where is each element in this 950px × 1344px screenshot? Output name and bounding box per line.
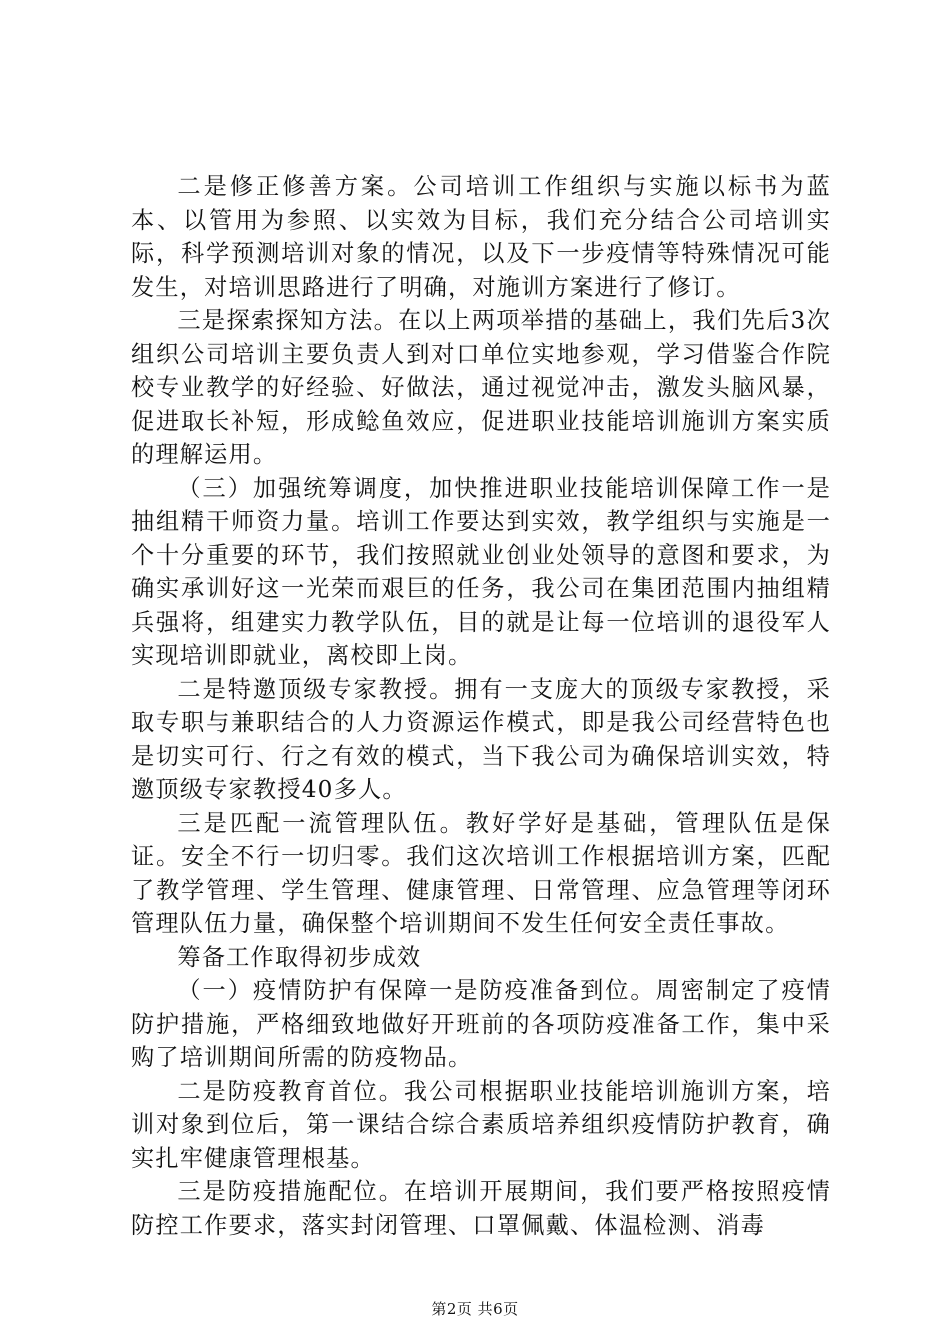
page-footer: 第2页 共6页 [431,1300,519,1318]
paragraph-7: 二是防疫教育首位。我公司根据职业技能培训施训方案，培训对象到位后，第一课结合综合素质培养组织疫情防护教育，确实扎牢健康管理根基。 [131,1077,831,1172]
paragraph-6: （一）疫情防护有保障一是防疫准备到位。周密制定了疫情防护措施，严格细致地做好开班前的各项防疫准备工作，集中采购了培训期间所需的防疫物品。 [131,977,831,1071]
paragraph-1: 二是修正修善方案。公司培训工作组织与实施以标书为蓝本、以管用为参照、以实效为目标，我们充分结合公司培训实际，科学预测培训对象的情况，以及下一步疫情等特殊情况可能发生，对培训思路进行了明确，对施训方案进行了修订。 [131,173,831,301]
paragraph-2: 三是探索探知方法。在以上两项举措的基础上，我们先后3次组织公司培训主要负责人到对口单位实地参观，学习借鉴合作院校专业教学的好经验、好做法，通过视觉冲击，激发头脑风暴，促进取长补短，形成鲶鱼效应，促进职业技能培训施训方案实质的理解运用。 [131,307,831,468]
paragraph-3: （三）加强统筹调度，加快推进职业技能培训保障工作一是抽组精干师资力量。培训工作要达到实效，教学组织与实施是一个十分重要的环节，我们按照就业创业处领导的意图和要求，为确实承训好这一光荣而艰巨的任务，我公司在集团范围内抽组精兵强将，组建实力教学队伍，目的就是让每一位培训的退役军人实现培训即就业，离校即上岗。 [131,474,831,669]
document-body [131,170,831,1242]
paragraph-8: 三是防疫措施配位。在培训开展期间，我们要严格按照疫情防控工作要求，落实封闭管理、口罩佩戴、体温检测、消毒 [131,1178,831,1239]
section-heading: 筹备工作取得初步成效 [177,943,422,971]
paragraph-5: 三是匹配一流管理队伍。教好学好是基础，管理队伍是保证。安全不行一切归零。我们这次培训工作根据培训方案，匹配了教学管理、学生管理、健康管理、日常管理、应急管理等闭环管理队伍力量，确保整个培训期间不发生任何安全责任事故。 [131,809,831,937]
paragraph-4: 二是特邀顶级专家教授。拥有一支庞大的顶级专家教授，采取专职与兼职结合的人力资源运作模式，即是我公司经营特色也是切实可行、行之有效的模式，当下我公司为确保培训实效，特邀顶级专家教授40多人。 [131,675,831,803]
